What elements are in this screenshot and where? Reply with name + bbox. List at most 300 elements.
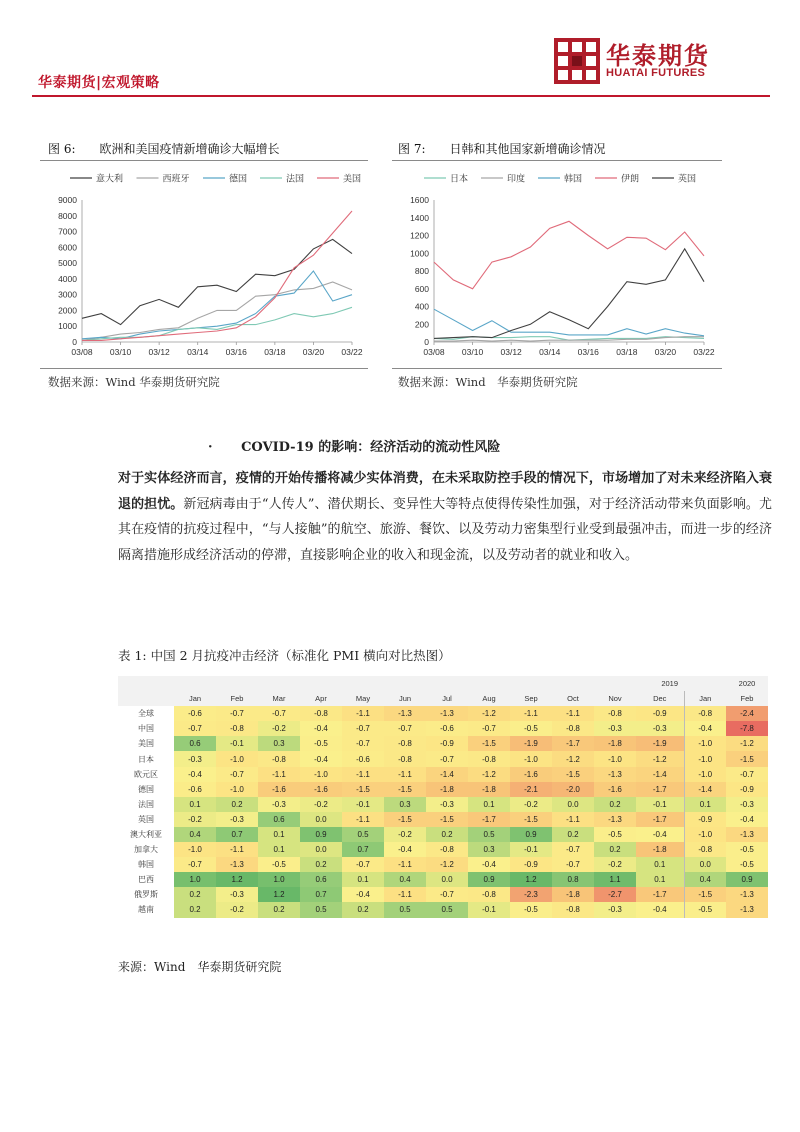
heatmap-cell: -1.3: [384, 706, 426, 721]
x-tick-label: 03/22: [341, 347, 363, 357]
heatmap-cell: -0.2: [258, 721, 300, 736]
heatmap-cell: -0.6: [174, 782, 216, 797]
heatmap-row: [118, 721, 768, 736]
heatmap-row-label: 越南: [118, 902, 174, 917]
heatmap-cell: -1.1: [216, 842, 258, 857]
x-tick-label: 03/18: [616, 347, 638, 357]
heatmap-cell: -0.7: [426, 887, 468, 902]
heatmap-row-label: 韩国: [118, 857, 174, 872]
heatmap-row: [118, 842, 768, 857]
heatmap-cell: -0.6: [426, 721, 468, 736]
y-tick-label: 5000: [58, 258, 77, 269]
heatmap-cell: 0.8: [552, 872, 594, 887]
heatmap-row-label: 日本: [118, 751, 174, 766]
heatmap-cell: -0.6: [342, 751, 384, 766]
heatmap-cell: -0.8: [468, 751, 510, 766]
heatmap-cell: 0.4: [684, 872, 726, 887]
heatmap-row: [118, 782, 768, 797]
year-cell: [594, 676, 636, 691]
heatmap-cell: -0.3: [174, 751, 216, 766]
heatmap-cell: 1.1: [594, 872, 636, 887]
heatmap-cell: 0.0: [300, 842, 342, 857]
figure-6-chart: [40, 164, 368, 368]
heatmap-cell: -0.5: [258, 857, 300, 872]
table-1-source: 来源：Wind 华泰期货研究院: [118, 960, 282, 974]
heatmap-cell: -0.7: [216, 767, 258, 782]
series-line-意大利: [82, 239, 352, 324]
heatmap-cell: -1.8: [594, 736, 636, 751]
heatmap-cell: -2.0: [552, 782, 594, 797]
heatmap-cell: -0.7: [174, 721, 216, 736]
heatmap-cell: -0.5: [300, 736, 342, 751]
heatmap-cell: -0.4: [300, 721, 342, 736]
heatmap-cell: -1.1: [510, 706, 552, 721]
heatmap-row: [118, 706, 768, 721]
y-tick-label: 2000: [58, 305, 77, 316]
heatmap-cell: -0.7: [258, 706, 300, 721]
heatmap-cell: 0.2: [174, 887, 216, 902]
heatmap-cell: -0.4: [384, 842, 426, 857]
heatmap-cell: -0.2: [300, 797, 342, 812]
heatmap-cell: -1.0: [510, 751, 552, 766]
x-tick-label: 03/14: [539, 347, 561, 357]
heatmap-cell: -1.1: [258, 767, 300, 782]
heatmap-cell: -1.8: [468, 782, 510, 797]
heatmap-row: [118, 797, 768, 812]
section-heading: [208, 436, 500, 455]
heatmap-cell: 0.7: [216, 827, 258, 842]
heatmap-cell: -0.7: [426, 751, 468, 766]
heatmap-row-label: 俄罗斯: [118, 887, 174, 902]
heatmap-cell: 0.0: [426, 872, 468, 887]
heatmap-cell: -1.4: [426, 767, 468, 782]
figure-6-caption: 图 6: 欧洲和美国疫情新增确诊大幅增长: [48, 142, 280, 156]
heatmap-cell: -0.8: [552, 902, 594, 917]
x-tick-label: 03/22: [693, 347, 715, 357]
y-tick-label: 1000: [410, 248, 429, 259]
year-cell: [258, 676, 300, 691]
heatmap-cell: -0.8: [258, 751, 300, 766]
year-cell: [426, 676, 468, 691]
body-paragraph-bold: 对于实体经济而言，疫情的开始传播将减少实体消费，在未采取防控手段的情况下，市场增加了对未来经济陷入衰退的担忧。: [118, 471, 772, 512]
month-header: Aug: [468, 691, 510, 706]
heatmap-cell: -1.5: [426, 812, 468, 827]
heatmap-cell: -1.0: [684, 767, 726, 782]
heatmap-cell: -1.9: [636, 736, 684, 751]
heatmap-cell: -1.3: [594, 767, 636, 782]
y-tick-label: 8000: [58, 210, 77, 221]
heatmap-cell: -0.5: [510, 721, 552, 736]
heatmap-cell: -0.5: [510, 902, 552, 917]
heatmap-cell: 0.0: [552, 797, 594, 812]
heatmap-cell: -1.1: [342, 706, 384, 721]
heatmap-cell: 0.2: [342, 902, 384, 917]
y-tick-label: 0: [424, 337, 429, 347]
heatmap-row: [118, 902, 768, 917]
heatmap-cell: -0.3: [594, 721, 636, 736]
heatmap-cell: -0.1: [636, 797, 684, 812]
heatmap-row: [118, 857, 768, 872]
heatmap-cell: -7.8: [726, 721, 768, 736]
heatmap-row-label: 澳大利亚: [118, 827, 174, 842]
heatmap-cell: 1.2: [216, 872, 258, 887]
series-line-韩国: [434, 309, 704, 336]
heatmap-cell: -1.9: [510, 736, 552, 751]
heatmap-cell: -0.2: [174, 812, 216, 827]
heatmap-cell: 0.2: [300, 857, 342, 872]
month-header: Jan: [174, 691, 216, 706]
heatmap-cell: -0.2: [510, 797, 552, 812]
figure-6-bottom-rule: [40, 368, 368, 369]
series-line-西班牙: [82, 282, 352, 340]
heatmap-cell: -1.0: [174, 842, 216, 857]
heatmap-cell: -1.1: [342, 767, 384, 782]
x-tick-label: 03/08: [423, 347, 445, 357]
series-line-伊朗: [434, 221, 704, 288]
heatmap-cell: 0.2: [594, 797, 636, 812]
y-tick-label: 600: [414, 283, 429, 294]
y-tick-label: 1200: [410, 230, 429, 241]
heatmap-cell: -1.4: [636, 767, 684, 782]
heatmap-cell: -0.9: [426, 736, 468, 751]
heatmap-cell: -0.7: [342, 721, 384, 736]
heatmap-cell: -0.9: [510, 857, 552, 872]
heatmap-cell: -0.8: [594, 706, 636, 721]
heatmap-cell: -2.1: [510, 782, 552, 797]
heatmap-cell: 0.2: [258, 902, 300, 917]
header-section-title: 华泰期货|宏观策略: [38, 75, 160, 91]
heatmap-cell: -1.0: [594, 751, 636, 766]
heatmap-cell: -0.8: [552, 721, 594, 736]
heatmap-cell: -1.5: [726, 751, 768, 766]
heatmap-cell: -1.3: [726, 902, 768, 917]
heatmap-cell: 0.1: [258, 827, 300, 842]
heatmap-row-label: 法国: [118, 797, 174, 812]
heatmap-cell: -0.4: [468, 857, 510, 872]
y-tick-label: 6000: [58, 242, 77, 253]
heatmap-cell: -0.4: [300, 751, 342, 766]
year-cell: [174, 676, 216, 691]
heatmap-row-label: 全球: [118, 706, 174, 721]
month-header: Mar: [258, 691, 300, 706]
heatmap-cell: -1.2: [468, 706, 510, 721]
heatmap-cell: -0.4: [636, 902, 684, 917]
heatmap-cell: -0.1: [216, 736, 258, 751]
heatmap-cell: -0.7: [174, 857, 216, 872]
legend-label: 美国: [343, 173, 362, 184]
heatmap-cell: -0.4: [726, 812, 768, 827]
figure-6-top-rule: [40, 160, 368, 161]
heatmap-cell: -1.5: [552, 767, 594, 782]
heatmap-cell: -1.7: [636, 887, 684, 902]
legend-label: 西班牙: [162, 173, 190, 184]
heatmap-cell: -0.2: [384, 827, 426, 842]
heatmap-cell: -1.0: [684, 827, 726, 842]
y-tick-label: 1000: [58, 321, 77, 332]
huatai-logo-icon: [554, 38, 600, 84]
year-cell: [510, 676, 552, 691]
heatmap-cell: 0.4: [174, 827, 216, 842]
heatmap-cell: -0.3: [426, 797, 468, 812]
heatmap-cell: -0.8: [684, 706, 726, 721]
x-tick-label: 03/10: [461, 347, 484, 357]
heatmap-cell: -0.3: [636, 721, 684, 736]
heatmap-cell: -1.0: [684, 736, 726, 751]
year-label-2020: 2020: [726, 676, 768, 691]
heatmap-cell: -0.3: [216, 812, 258, 827]
heatmap-cell: -1.1: [552, 812, 594, 827]
y-tick-label: 0: [72, 337, 77, 347]
heatmap-cell: -0.8: [468, 887, 510, 902]
legend-label: 日本: [450, 173, 469, 184]
heatmap-cell: -1.3: [426, 706, 468, 721]
heatmap-cell: -0.3: [216, 887, 258, 902]
heatmap-cell: -1.0: [684, 751, 726, 766]
year-cell: [468, 676, 510, 691]
legend-label: 德国: [229, 173, 248, 184]
heatmap-cell: -0.5: [726, 842, 768, 857]
heatmap-cell: 0.1: [174, 797, 216, 812]
figure-7-caption: 图 7: 日韩和其他国家新增确诊情况: [398, 142, 606, 156]
table-1-caption: 表 1: 中国 2 月抗疫冲击经济（标准化 PMI 横向对比热图）: [118, 648, 451, 663]
heatmap-cell: 1.2: [510, 872, 552, 887]
logo-english-name: HUATAI FUTURES: [606, 67, 706, 79]
figure-7-source: 数据来源：Wind 华泰期货研究院: [398, 375, 578, 389]
heatmap-cell: -0.2: [594, 857, 636, 872]
heatmap-cell: -0.4: [684, 721, 726, 736]
heatmap-cell: -1.5: [384, 782, 426, 797]
heatmap-month-row: [118, 691, 768, 706]
heatmap-row-label: 巴西: [118, 872, 174, 887]
heatmap-cell: 0.9: [510, 827, 552, 842]
heatmap-cell: -1.0: [216, 782, 258, 797]
heatmap-cell: -1.1: [384, 887, 426, 902]
heatmap-cell: -0.1: [468, 902, 510, 917]
heatmap-cell: -0.9: [726, 782, 768, 797]
year-cell: [384, 676, 426, 691]
body-paragraph: [118, 466, 772, 568]
heatmap-cell: -1.2: [726, 736, 768, 751]
year-label-2019: 2019: [636, 676, 684, 691]
month-header: Jun: [384, 691, 426, 706]
heatmap-cell: -1.3: [726, 827, 768, 842]
heatmap-cell: -0.8: [384, 751, 426, 766]
month-header: Apr: [300, 691, 342, 706]
y-tick-label: 9000: [58, 195, 77, 205]
legend-label: 印度: [507, 173, 526, 184]
heatmap-cell: -1.5: [384, 812, 426, 827]
y-tick-label: 800: [414, 266, 429, 276]
heatmap-cell: -2.3: [510, 887, 552, 902]
heatmap-cell: -1.5: [684, 887, 726, 902]
body-paragraph-rest: 新冠病毒由于“人传人”、潜伏期长、变异性大等特点使得传染性加强，对于经济活动带来负面影响。尤其在疫情的抗疫过程中，“与人接触”的航空、旅游、餐饮、以及劳动力密集型行业受到最强冲击，而进一步的经济隔离措施形成经济活动的停滞，直接影响企业的收入和现金流，以及劳动者的就业和收入。: [118, 496, 772, 563]
month-header: Jan: [684, 691, 726, 706]
heatmap-cell: 1.0: [174, 872, 216, 887]
heatmap-cell: -1.8: [552, 887, 594, 902]
heatmap-row: [118, 736, 768, 751]
heatmap-cell: -1.3: [726, 887, 768, 902]
heatmap-cell: 0.2: [594, 842, 636, 857]
heatmap-cell: 0.6: [174, 736, 216, 751]
heatmap-cell: 0.9: [726, 872, 768, 887]
heatmap-cell: -1.5: [342, 782, 384, 797]
heatmap-row: [118, 872, 768, 887]
x-tick-label: 03/20: [302, 347, 325, 357]
heatmap-cell: 0.1: [684, 797, 726, 812]
month-header: May: [342, 691, 384, 706]
heatmap-cell: -0.2: [216, 902, 258, 917]
heatmap-row-label: 德国: [118, 782, 174, 797]
heatmap-cell: -1.6: [510, 767, 552, 782]
heatmap-cell: -0.1: [510, 842, 552, 857]
heatmap-row-label: 欧元区: [118, 767, 174, 782]
x-tick-label: 03/18: [264, 347, 286, 357]
heatmap-cell: -0.7: [342, 736, 384, 751]
heatmap-cell: 0.5: [468, 827, 510, 842]
heatmap-cell: -0.7: [342, 857, 384, 872]
heatmap-cell: -0.8: [684, 842, 726, 857]
heatmap-cell: -0.4: [174, 767, 216, 782]
series-line-德国: [82, 271, 352, 339]
series-line-法国: [82, 307, 352, 340]
heatmap-cell: -1.8: [636, 842, 684, 857]
heatmap-cell: -1.6: [258, 782, 300, 797]
heatmap-year-row: [118, 676, 768, 691]
year-cell: [552, 676, 594, 691]
heatmap-row: [118, 812, 768, 827]
heatmap-cell: -1.1: [342, 812, 384, 827]
heatmap-cell: -1.6: [594, 782, 636, 797]
y-tick-label: 200: [414, 319, 429, 330]
heatmap-cell: -0.4: [342, 887, 384, 902]
heatmap-cell: -1.1: [384, 857, 426, 872]
heatmap-cell: 0.1: [636, 872, 684, 887]
heatmap-row: [118, 887, 768, 902]
heatmap-cell: 0.2: [552, 827, 594, 842]
legend-label: 伊朗: [621, 173, 640, 184]
legend-label: 韩国: [564, 173, 583, 184]
x-tick-label: 03/10: [109, 347, 132, 357]
legend-label: 意大利: [96, 173, 124, 184]
heatmap-cell: 0.3: [258, 736, 300, 751]
year-cell: [684, 676, 726, 691]
heatmap-cell: -1.3: [594, 812, 636, 827]
heatmap-row: [118, 751, 768, 766]
heatmap-cell: -1.2: [552, 751, 594, 766]
y-tick-label: 7000: [58, 226, 77, 237]
heatmap-cell: -0.7: [384, 721, 426, 736]
heatmap-cell: -2.4: [726, 706, 768, 721]
heatmap-cell: 0.2: [426, 827, 468, 842]
heatmap-cell: -0.9: [636, 706, 684, 721]
year-cell: [300, 676, 342, 691]
heatmap-cell: -0.7: [552, 857, 594, 872]
heatmap-cell: -1.2: [636, 751, 684, 766]
series-line-美国: [82, 211, 352, 340]
heatmap-cell: 0.5: [342, 827, 384, 842]
heatmap-cell: 0.9: [300, 827, 342, 842]
heatmap-cell: -2.7: [594, 887, 636, 902]
heatmap-cell: 0.6: [300, 872, 342, 887]
x-tick-label: 03/20: [654, 347, 677, 357]
heatmap-row-label: 美国: [118, 736, 174, 751]
x-tick-label: 03/16: [225, 347, 247, 357]
heatmap-cell: -1.2: [468, 767, 510, 782]
heatmap-cell: -1.2: [426, 857, 468, 872]
x-tick-label: 03/16: [577, 347, 599, 357]
heatmap-cell: -1.0: [300, 767, 342, 782]
heatmap-cell: -0.3: [258, 797, 300, 812]
heatmap-cell: -1.4: [684, 782, 726, 797]
heatmap-cell: -0.7: [468, 721, 510, 736]
y-tick-label: 1600: [410, 195, 429, 205]
figure-6-source: 数据来源：Wind 华泰期货研究院: [48, 375, 220, 389]
month-header: Feb: [726, 691, 768, 706]
month-header: Oct: [552, 691, 594, 706]
x-tick-label: 03/08: [71, 347, 93, 357]
heatmap-cell: -1.5: [468, 736, 510, 751]
x-tick-label: 03/12: [500, 347, 522, 357]
heatmap-cell: -1.1: [384, 767, 426, 782]
heatmap-cell: 0.0: [300, 812, 342, 827]
y-tick-label: 1400: [410, 212, 429, 223]
heatmap-cell: -0.7: [216, 706, 258, 721]
heatmap-cell: -0.8: [300, 706, 342, 721]
heatmap-cell: -0.9: [684, 812, 726, 827]
heatmap-cell: -0.5: [594, 827, 636, 842]
heatmap-cell: -0.7: [552, 842, 594, 857]
heatmap-cell: 0.6: [258, 812, 300, 827]
x-tick-label: 03/12: [148, 347, 170, 357]
heatmap-cell: -1.5: [510, 812, 552, 827]
heatmap-row-label: 加拿大: [118, 842, 174, 857]
heatmap-cell: -0.1: [342, 797, 384, 812]
heatmap-cell: 1.2: [258, 887, 300, 902]
month-header: Nov: [594, 691, 636, 706]
heatmap-cell: 0.7: [300, 887, 342, 902]
x-tick-label: 03/14: [187, 347, 209, 357]
heatmap-cell: -0.4: [636, 827, 684, 842]
heatmap-cell: 0.1: [636, 857, 684, 872]
section-heading-text: COVID-19 的影响：经济活动的流动性风险: [241, 440, 501, 455]
heatmap-cell: 0.5: [384, 902, 426, 917]
y-tick-label: 3000: [58, 289, 77, 300]
heatmap-row-label: 英国: [118, 812, 174, 827]
heatmap-row: [118, 827, 768, 842]
heatmap-cell: -0.5: [726, 857, 768, 872]
legend-label: 英国: [678, 173, 697, 184]
heatmap-cell: -0.8: [216, 721, 258, 736]
heatmap-cell: -1.3: [216, 857, 258, 872]
heatmap-cell: 0.2: [216, 797, 258, 812]
heatmap-cell: -0.3: [594, 902, 636, 917]
month-header: Dec: [636, 691, 684, 706]
section-bullet: ·: [208, 440, 213, 455]
heatmap-row: [118, 767, 768, 782]
month-header: Jul: [426, 691, 468, 706]
heatmap-cell: 0.3: [468, 842, 510, 857]
heatmap-cell: -0.7: [726, 767, 768, 782]
year-cell: [342, 676, 384, 691]
month-header: Sep: [510, 691, 552, 706]
heatmap-cell: 0.5: [426, 902, 468, 917]
heatmap-cell: 0.3: [384, 797, 426, 812]
y-tick-label: 400: [414, 301, 429, 312]
heatmap-cell: -1.7: [636, 812, 684, 827]
figure-7-top-rule: [392, 160, 722, 161]
heatmap-cell: 0.2: [174, 902, 216, 917]
heatmap-cell: 0.1: [258, 842, 300, 857]
